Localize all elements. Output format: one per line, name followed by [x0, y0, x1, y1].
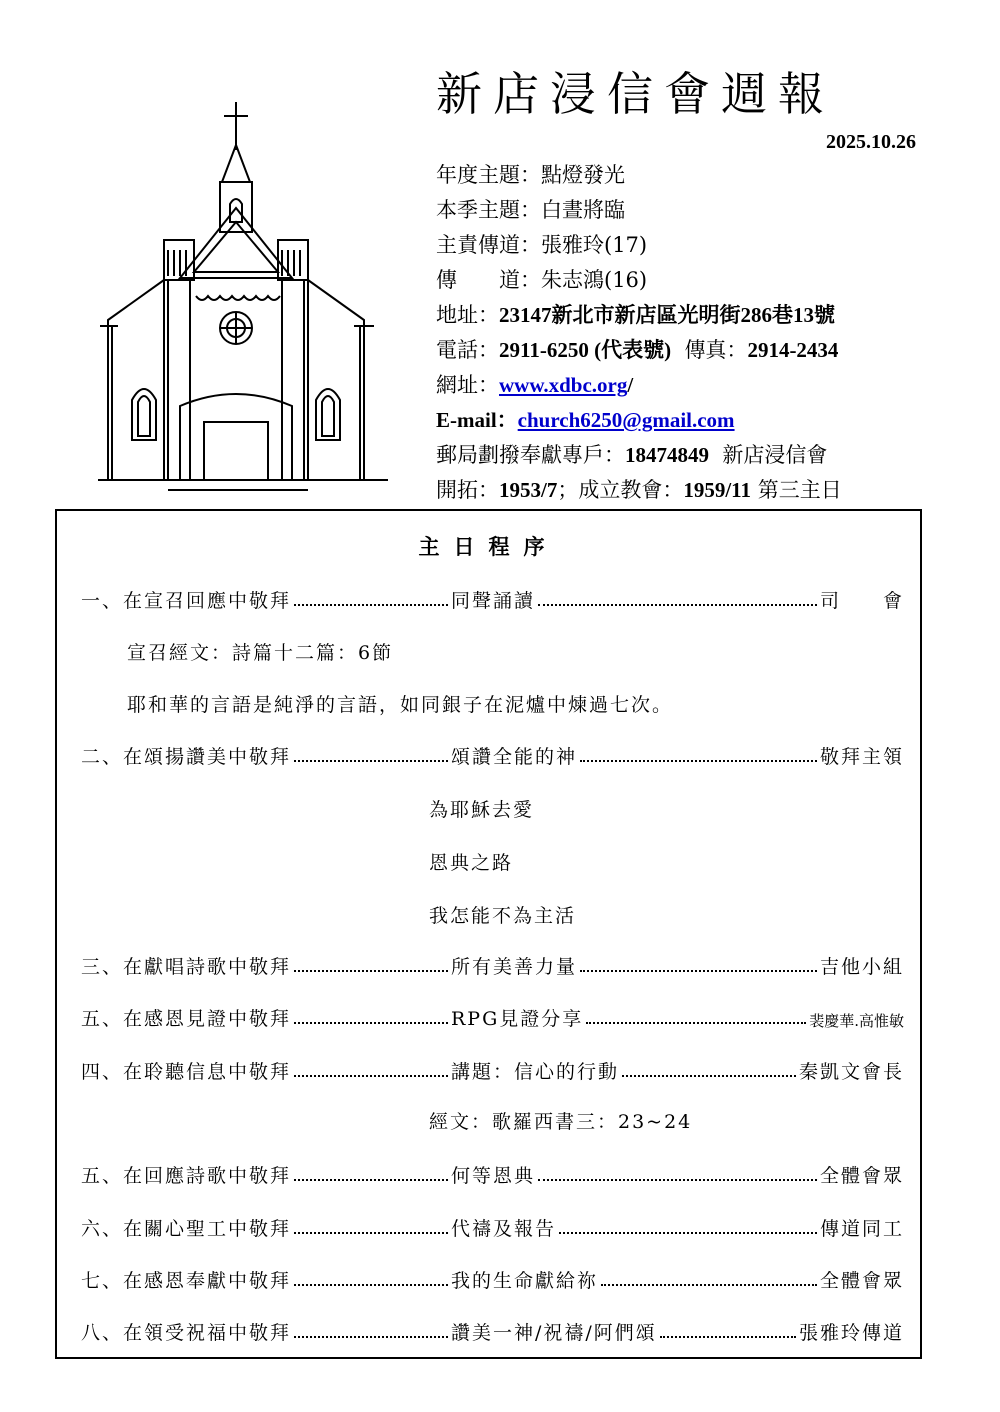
- pastor-name: 張雅玲(17): [541, 233, 648, 257]
- item-leader: 司 會: [819, 590, 904, 612]
- item-section: 五、在回應詩歌中敬拜: [81, 1165, 292, 1187]
- address-label: 地址：: [436, 303, 499, 327]
- founded-value: 1953/7: [499, 478, 558, 502]
- pastor-label: 主責傳道：: [436, 233, 541, 257]
- call-scripture: 宣召經文：詩篇十二篇：6節: [127, 642, 394, 664]
- program-item: [81, 1209, 904, 1241]
- pastor-row: [436, 228, 842, 263]
- item-content: 讚美一神/祝禱/阿們頌: [451, 1322, 657, 1344]
- dot-leader: [294, 1336, 448, 1338]
- established-suffix: 第三主日: [757, 478, 842, 502]
- sermon-scripture: 經文：歌羅西書三：23~24: [429, 1111, 693, 1133]
- item-content: 何等恩典: [451, 1165, 536, 1187]
- email-label: E-mail：: [436, 408, 518, 432]
- theme-season: 本季主題：白晝將臨: [436, 198, 625, 222]
- dot-leader: [559, 1232, 817, 1234]
- item-leader: 全體會眾: [819, 1165, 904, 1187]
- bulletin-title: 新店浸信會週報: [436, 67, 835, 121]
- item-section: 六、在關心聖工中敬拜: [81, 1218, 292, 1240]
- call-text: 耶和華的言語是純淨的言語，如同銀子在泥爐中煉過七次。: [127, 694, 674, 716]
- dot-leader: [294, 1284, 448, 1286]
- item-leader: 傳道同工: [819, 1218, 904, 1240]
- dot-leader: [294, 604, 448, 606]
- item-section: 八、在領受祝福中敬拜: [81, 1322, 292, 1344]
- program-item: [81, 1156, 904, 1188]
- program-box: [55, 509, 922, 1359]
- dot-leader: [538, 1179, 817, 1181]
- item-content: 代禱及報告: [451, 1218, 557, 1240]
- phone-label: 電話：: [436, 338, 499, 362]
- founded-row: [436, 473, 842, 508]
- song-item: 為耶穌去愛: [429, 799, 535, 821]
- address-value: 23147新北市新店區光明街286巷13號: [499, 303, 835, 327]
- song-item: 我怎能不為主活: [429, 905, 577, 927]
- postal-row: [436, 438, 842, 473]
- item-content: 講題：信心的行動: [451, 1061, 620, 1083]
- item-leader: 秦凱文會長: [798, 1061, 904, 1083]
- item-section: 三、在獻唱詩歌中敬拜: [81, 956, 292, 978]
- item-leader: 全體會眾: [819, 1270, 904, 1292]
- established-value: 1959/11: [683, 478, 752, 502]
- item-content: 所有美善力量: [451, 956, 578, 978]
- item-leader: 敬拜主領: [819, 746, 904, 768]
- item-leader: 張雅玲傳道: [798, 1322, 904, 1344]
- address-row: [436, 298, 842, 333]
- program-item: [81, 999, 904, 1031]
- item-section: 四、在聆聽信息中敬拜: [81, 1061, 292, 1083]
- preacher-label: 傳 道：: [436, 268, 541, 292]
- web-link[interactable]: www.xdbc.org: [499, 373, 628, 397]
- postal-number: 18474849: [625, 443, 709, 467]
- item-content: RPG見證分享: [451, 1008, 584, 1030]
- church-illustration: [98, 100, 388, 500]
- program-item: [81, 947, 904, 979]
- item-section: 五、在感恩見證中敬拜: [81, 1008, 292, 1030]
- program-title: 主日程序: [418, 534, 559, 559]
- item-content: 頌讚全能的神: [451, 746, 578, 768]
- item-section: 一、在宣召回應中敬拜: [81, 590, 292, 612]
- church-info: [436, 158, 842, 508]
- established-label: ；成立教會：: [557, 478, 684, 502]
- founded-label: 開拓：: [436, 478, 499, 502]
- dot-leader: [294, 970, 448, 972]
- program-item: [81, 1052, 904, 1084]
- preacher-name: 朱志鴻(16): [541, 268, 648, 292]
- dot-leader: [580, 760, 817, 762]
- song-item: 恩典之路: [429, 852, 514, 874]
- dot-leader: [294, 1232, 448, 1234]
- email-link[interactable]: church6250@gmail.com: [517, 408, 735, 432]
- theme-year: 年度主題：點燈發光: [436, 163, 625, 187]
- item-section: 七、在感恩奉獻中敬拜: [81, 1270, 292, 1292]
- phone-value: 2911-6250 (代表號): [499, 338, 672, 362]
- item-content: 我的生命獻給祢: [451, 1270, 599, 1292]
- dot-leader: [660, 1336, 796, 1338]
- dot-leader: [622, 1075, 796, 1077]
- postal-name: 新店浸信會: [722, 443, 828, 467]
- item-section: 二、在頌揚讚美中敬拜: [81, 746, 292, 768]
- program-item: [81, 1261, 904, 1293]
- dot-leader: [294, 1179, 448, 1181]
- preacher-row: [436, 263, 842, 298]
- email-row: [436, 403, 842, 438]
- program-item: [81, 581, 904, 613]
- dot-leader: [586, 1022, 806, 1024]
- program-item: [81, 737, 904, 769]
- item-leader: 吉他小組: [819, 956, 904, 978]
- dot-leader: [294, 760, 448, 762]
- dot-leader: [294, 1022, 448, 1024]
- web-suffix: /: [627, 373, 634, 397]
- dot-leader: [294, 1075, 448, 1077]
- fax-label: 傳真：: [684, 338, 748, 362]
- web-label: 網址：: [436, 373, 499, 397]
- dot-leader: [601, 1284, 817, 1286]
- program-item: [81, 1313, 904, 1345]
- item-content: 同聲誦讀: [451, 590, 536, 612]
- fax-value: 2914-2434: [747, 338, 839, 362]
- postal-label: 郵局劃撥奉獻專戶：: [436, 443, 625, 467]
- item-leader: 裴慶華.高惟敏: [809, 1012, 904, 1030]
- bulletin-date: 2025.10.26: [826, 131, 916, 153]
- dot-leader: [580, 970, 817, 972]
- dot-leader: [538, 604, 817, 606]
- phone-row: [436, 333, 842, 368]
- web-row: [436, 368, 842, 403]
